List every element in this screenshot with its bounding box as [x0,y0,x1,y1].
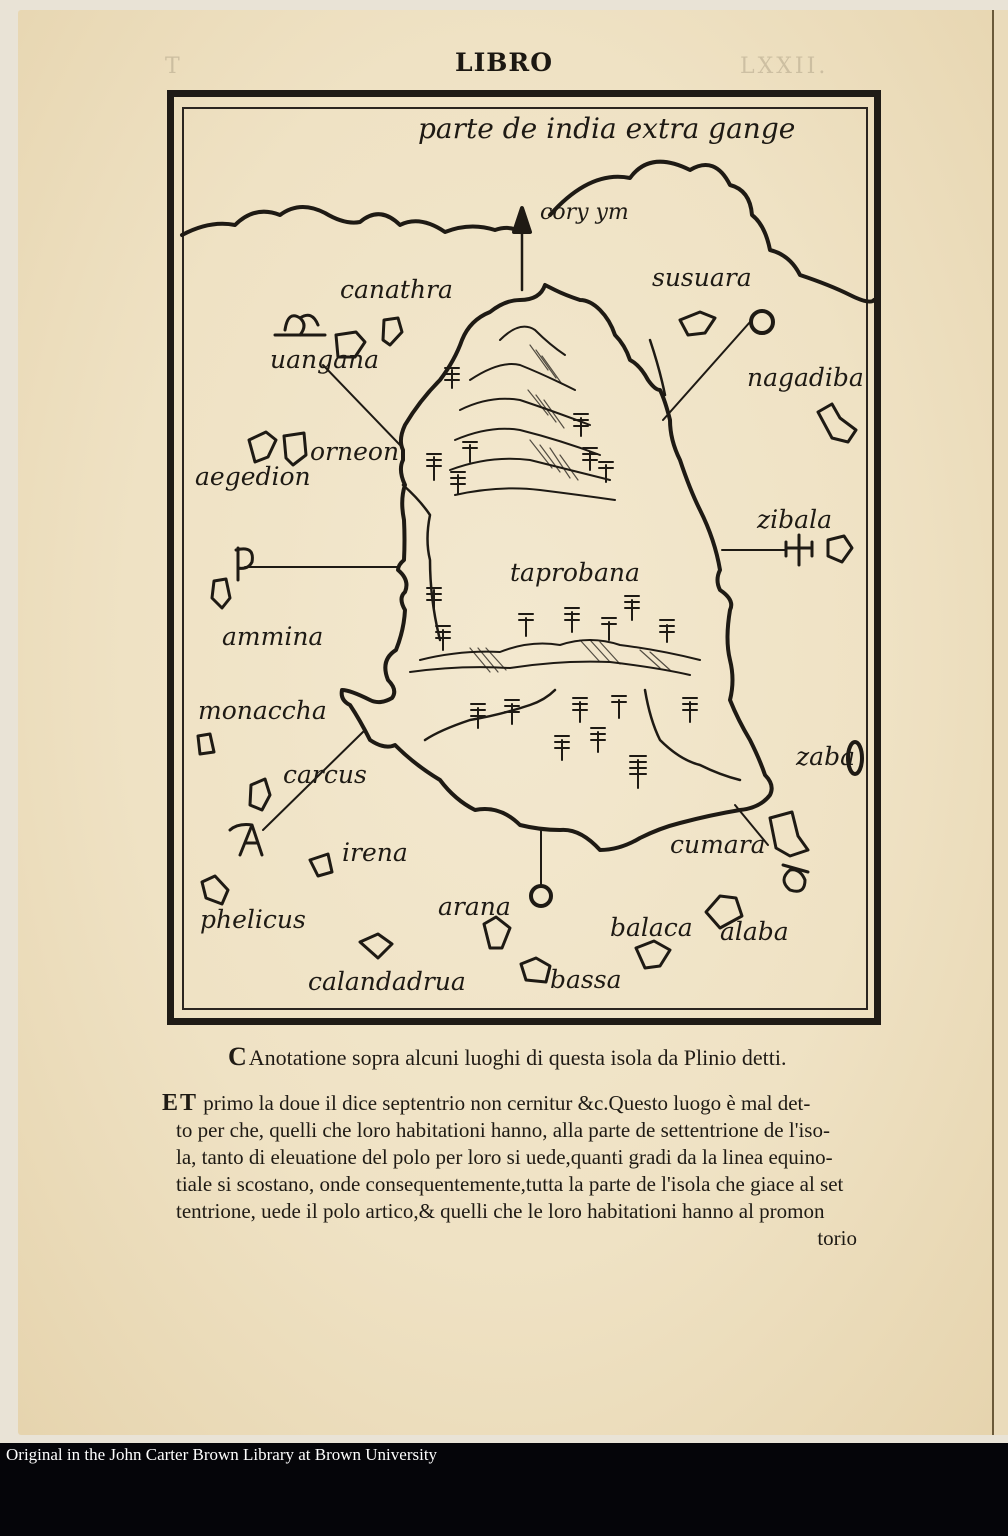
label-calandadrua: calandadrua [308,967,466,996]
island-polygon [284,433,306,465]
town-symbol-icon [751,311,773,333]
pilcrow-icon: C [228,1042,247,1071]
town-symbol-icon [531,886,551,906]
body-line: tentrione, uede il polo artico,& quelli che le loro habitationi hanno al promon [176,1199,825,1223]
pointer-line [663,322,750,420]
body-paragraph [162,1090,877,1252]
glyph-symbol-icon [236,548,252,580]
running-head: LIBRO [455,48,553,77]
interior-boundary [425,690,555,740]
label-zibala: zibala [757,505,832,534]
label-orneon: orneon [310,437,400,466]
mainland-coastline [182,207,520,235]
body-line: la, tanto di eleuatione del polo per loro si uede,quanti gradi da la linea equino- [176,1145,833,1169]
island-polygon [680,312,715,335]
mountain-hatching [410,327,700,675]
body-line: torio [817,1226,857,1250]
island-polygon [310,854,332,876]
map-title: parte de india extra gange [418,112,796,145]
body-line: tiale si scostano, onde consequentemente,tutta la parte de l'isola che giace al set [176,1172,844,1196]
label-alaba: alaba [720,917,789,946]
island-polygon [521,958,550,982]
footer-bar [0,1443,1008,1536]
credit-text: Original in the John Carter Brown Library at Brown University [6,1445,438,1464]
label-monaccha: monaccha [198,696,327,725]
island-polygon [250,779,270,810]
map-caption [228,1042,786,1072]
label-carcus: carcus [283,760,367,789]
glyph-symbol-icon [230,825,262,855]
body-line: to per che, quelli che loro habitationi hanno, alla parte de settentrione de l'iso- [176,1118,830,1142]
island-polygon [818,404,856,442]
label-bassa: bassa [550,965,622,994]
show-through-head-right: LXXII. [740,54,829,79]
island-polygon [383,318,402,345]
interior-boundary [403,485,440,640]
label-cory-ym: cory ym [540,200,629,225]
label-arana: arana [438,892,511,921]
show-through-head-left: T [165,54,183,79]
cross-symbol-icon [786,535,812,565]
label-canathra: canathra [340,275,453,304]
glyph-symbol-icon [783,865,808,891]
label-nagadiba: nagadiba [747,363,864,392]
island-polygon [636,941,670,968]
label-balaca: balaca [610,913,693,942]
island-polygon [249,432,276,462]
initial-letters: ET [162,1090,199,1116]
label-irena: irena [342,838,408,867]
island-polygon [770,812,808,856]
label-uangana: uangana [270,345,380,374]
island-polygon [360,934,392,958]
label-phelicus: phelicus [200,905,306,934]
island-polygon [484,917,510,948]
label-aegedion: aegedion [195,462,311,491]
arrow-head-icon [514,208,530,232]
island-polygon [212,579,230,608]
mountain-shading [470,345,670,672]
caption-text: Anotatione sopra alcuni luoghi di questa isola da Plinio detti. [248,1045,787,1070]
label-taprobana: taprobana [510,558,640,587]
glyph-symbol-icon [275,315,325,335]
label-zaba: zaba [796,742,855,771]
island-polygon [828,536,852,562]
label-cumara: cumara [670,830,766,859]
island-polygon [198,734,214,754]
body-line: primo la doue il dice septentrio non cernitur &c.Questo luogo è mal det- [198,1091,811,1115]
pointer-line [323,365,400,445]
label-susuara: susuara [652,263,752,292]
island-polygon [202,876,228,904]
label-ammina: ammina [222,622,324,651]
